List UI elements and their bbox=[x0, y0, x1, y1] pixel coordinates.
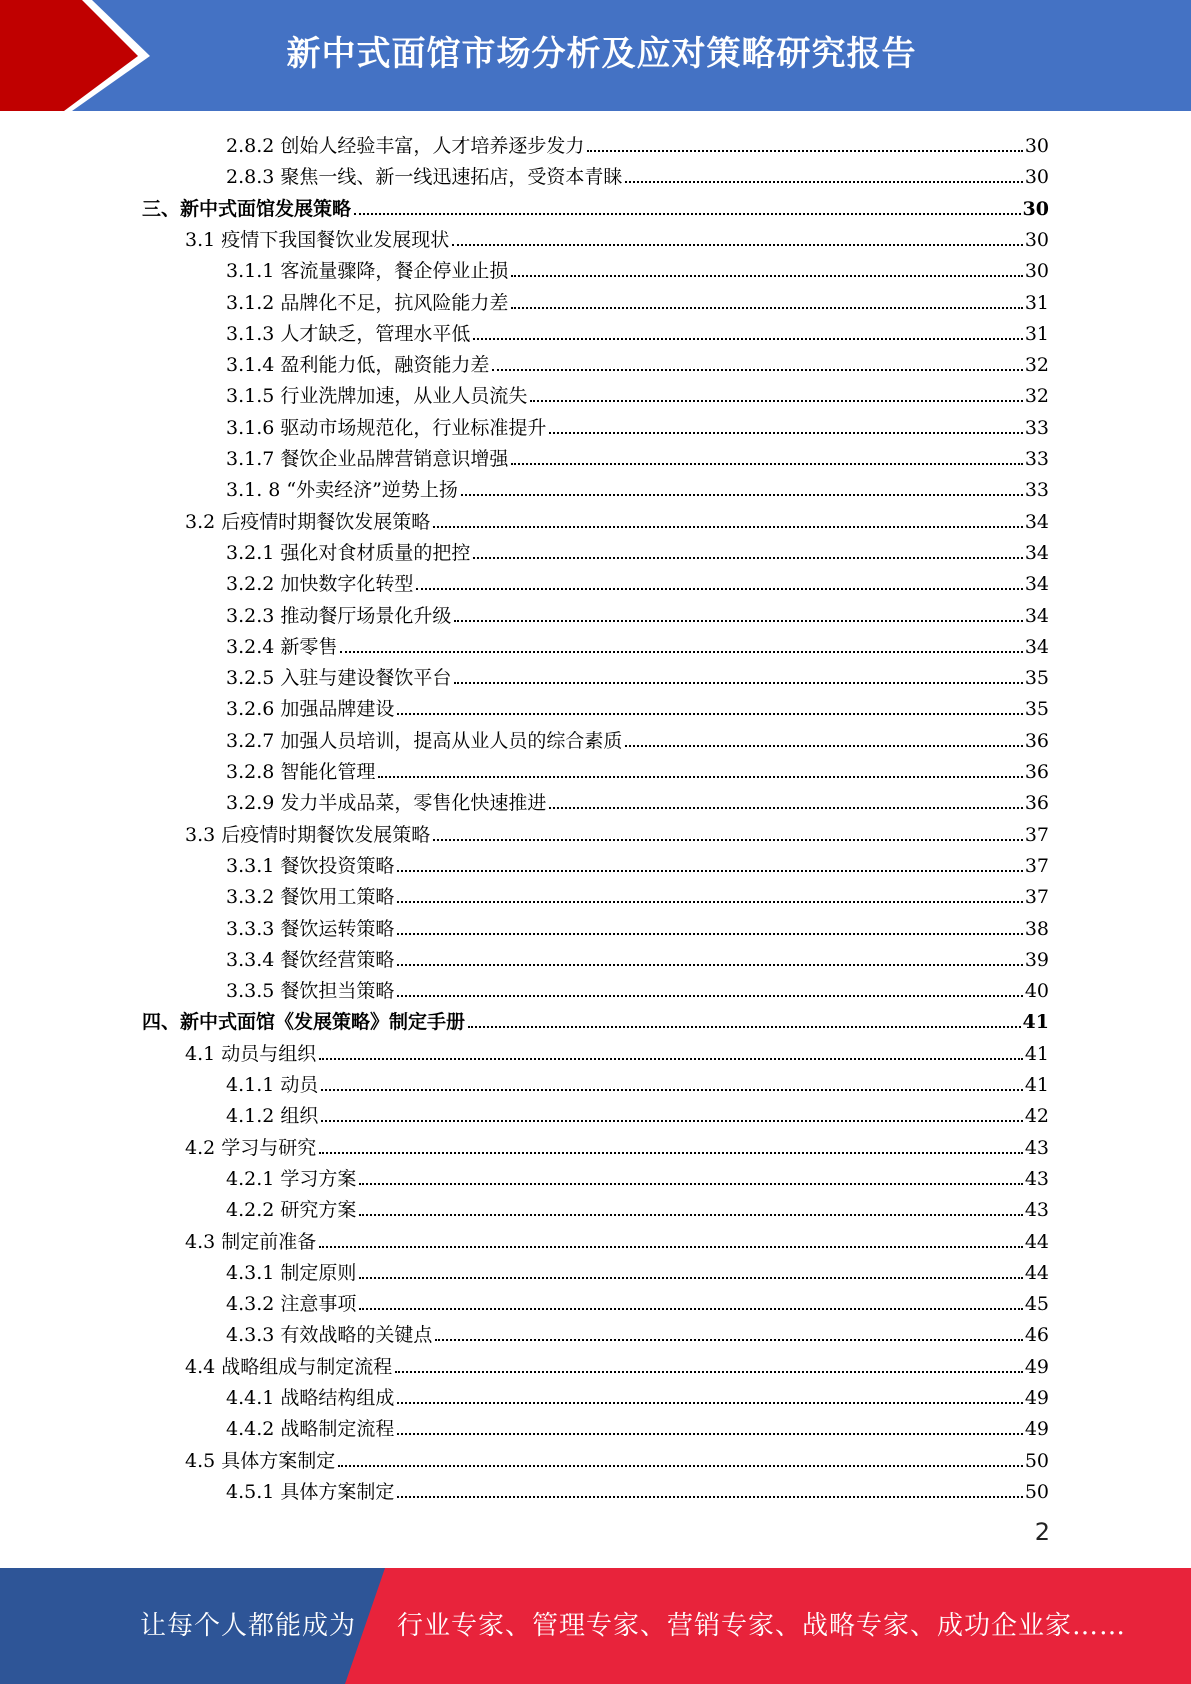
toc-entry-label: 4.2 学习与研究 bbox=[185, 1136, 317, 1159]
toc-entry-page: 34 bbox=[1024, 510, 1049, 533]
toc-entry[interactable] bbox=[185, 1348, 1049, 1379]
toc-dot-leader bbox=[492, 369, 1022, 371]
toc-dot-leader bbox=[359, 1214, 1022, 1216]
toc-entry[interactable] bbox=[226, 784, 1049, 815]
toc-dot-leader bbox=[452, 244, 1023, 246]
toc-entry[interactable] bbox=[226, 1379, 1049, 1410]
toc-entry[interactable] bbox=[142, 1003, 1049, 1034]
toc-entry[interactable] bbox=[226, 878, 1049, 909]
toc-entry[interactable] bbox=[142, 190, 1049, 221]
toc-entry-page: 41 bbox=[1022, 1011, 1049, 1034]
toc-entry[interactable] bbox=[226, 534, 1049, 565]
toc-entry-label: 3.3.3 餐饮运转策略 bbox=[226, 917, 395, 940]
toc-dot-leader bbox=[625, 181, 1022, 183]
toc-entry-page: 49 bbox=[1024, 1355, 1049, 1378]
toc-entry[interactable] bbox=[226, 284, 1049, 315]
footer-roles: 行业专家、管理专家、营销专家、战略专家、成功企业家…… bbox=[397, 1611, 1127, 1641]
toc-entry-label: 3.2.5 入驻与建设餐饮平台 bbox=[226, 667, 452, 690]
toc-dot-leader bbox=[587, 150, 1022, 152]
toc-entry-label: 3.1. 8 “外卖经济”逆势上扬 bbox=[226, 479, 458, 502]
toc-entry-page: 49 bbox=[1024, 1387, 1049, 1409]
toc-entry-page: 35 bbox=[1024, 667, 1049, 690]
toc-entry-label: 4.5 具体方案制定 bbox=[185, 1449, 336, 1472]
toc-entry[interactable] bbox=[226, 1316, 1049, 1347]
toc-entry-page: 43 bbox=[1024, 1167, 1049, 1190]
toc-entry-page: 30 bbox=[1024, 166, 1049, 189]
toc-dot-leader bbox=[319, 1152, 1023, 1154]
toc-entry-page: 36 bbox=[1024, 729, 1049, 752]
toc-entry-page: 32 bbox=[1024, 354, 1049, 377]
toc-entry-page: 33 bbox=[1024, 479, 1049, 502]
toc-entry-label: 3.2.3 推动餐厅场景化升级 bbox=[226, 604, 452, 627]
toc-entry-label: 4.3.1 制定原则 bbox=[226, 1261, 357, 1284]
toc-entry[interactable] bbox=[226, 690, 1049, 721]
toc-entry-label: 3.3.5 餐饮担当策略 bbox=[226, 980, 395, 1003]
toc-entry-page: 37 bbox=[1024, 823, 1049, 846]
toc-entry[interactable] bbox=[226, 346, 1049, 377]
footer-slogan: 让每个人都能成为 bbox=[140, 1611, 357, 1641]
toc-entry-page: 40 bbox=[1024, 980, 1049, 1003]
toc-entry-label: 4.3.2 注意事项 bbox=[226, 1293, 357, 1316]
toc-entry-label: 3.1.4 盈利能力低，融资能力差 bbox=[226, 354, 490, 377]
toc-entry-label: 4.3 制定前准备 bbox=[185, 1230, 317, 1253]
toc-entry[interactable] bbox=[185, 816, 1049, 847]
toc-dot-leader bbox=[397, 933, 1022, 935]
toc-entry[interactable] bbox=[226, 252, 1049, 283]
toc-entry-page: 34 bbox=[1024, 573, 1049, 596]
toc-entry-label: 3.2.6 加强品牌建设 bbox=[226, 698, 395, 721]
toc-entry[interactable] bbox=[226, 941, 1049, 972]
toc-entry[interactable] bbox=[226, 972, 1049, 1003]
toc-entry[interactable] bbox=[226, 1473, 1049, 1504]
toc-entry-label: 4.1 动员与组织 bbox=[185, 1042, 317, 1065]
toc-entry[interactable] bbox=[226, 565, 1049, 596]
toc-entry-page: 43 bbox=[1024, 1199, 1049, 1222]
toc-dot-leader bbox=[395, 1371, 1023, 1373]
toc-entry-label: 3.1.6 驱动市场规范化，行业标准提升 bbox=[226, 416, 547, 439]
toc-dot-leader bbox=[397, 713, 1022, 715]
toc-entry-label: 3.1.3 人才缺乏，管理水平低 bbox=[226, 322, 471, 345]
toc-dot-leader bbox=[397, 1496, 1022, 1498]
toc-entry[interactable] bbox=[185, 1129, 1049, 1160]
toc-entry-page: 34 bbox=[1024, 635, 1049, 658]
toc-dot-leader bbox=[354, 213, 1021, 215]
toc-entry-label: 4.2.2 研究方案 bbox=[226, 1199, 357, 1222]
toc-dot-leader bbox=[416, 588, 1022, 590]
toc-entry-page: 33 bbox=[1024, 416, 1049, 439]
toc-entry[interactable] bbox=[185, 1035, 1049, 1066]
toc-entry-page: 44 bbox=[1024, 1230, 1049, 1253]
toc-entry[interactable] bbox=[226, 628, 1049, 659]
toc-dot-leader bbox=[340, 651, 1022, 653]
toc-entry-label: 3.2.4 新零售 bbox=[226, 635, 338, 658]
toc-entry[interactable] bbox=[226, 1254, 1049, 1285]
toc-entry[interactable] bbox=[226, 127, 1049, 158]
toc-dot-leader bbox=[378, 776, 1022, 778]
toc-dot-leader bbox=[454, 682, 1022, 684]
toc-entry[interactable] bbox=[226, 597, 1049, 628]
toc-entry[interactable] bbox=[185, 1223, 1049, 1254]
toc-entry-page: 30 bbox=[1024, 135, 1049, 157]
toc-entry-page: 50 bbox=[1024, 1480, 1049, 1503]
toc-entry-label: 3.1.1 客流量骤降，餐企停业止损 bbox=[226, 260, 509, 283]
toc-entry-label: 4.4 战略组成与制定流程 bbox=[185, 1355, 393, 1378]
toc-dot-leader bbox=[549, 432, 1022, 434]
toc-entry[interactable] bbox=[226, 1066, 1049, 1097]
document-title: 新中式面馆市场分析及应对策略研究报告 bbox=[286, 34, 917, 74]
toc-entry[interactable] bbox=[185, 503, 1049, 534]
toc-dot-leader bbox=[397, 901, 1022, 903]
toc-dot-leader bbox=[433, 839, 1023, 841]
toc-entry-page: 41 bbox=[1024, 1042, 1049, 1065]
toc-dot-leader bbox=[319, 1246, 1023, 1248]
toc-entry-page: 37 bbox=[1024, 886, 1049, 909]
toc-entry-label: 4.4.2 战略制定流程 bbox=[226, 1418, 395, 1441]
toc-dot-leader bbox=[473, 338, 1022, 340]
toc-entry-label: 3.1.5 行业洗牌加速，从业人员流失 bbox=[226, 385, 528, 408]
toc-entry[interactable] bbox=[226, 471, 1049, 502]
toc-entry-label: 4.5.1 具体方案制定 bbox=[226, 1480, 395, 1503]
toc-entry-page: 31 bbox=[1024, 322, 1049, 345]
toc-entry-page: 50 bbox=[1024, 1449, 1049, 1472]
toc-entry[interactable] bbox=[226, 753, 1049, 784]
toc-entry[interactable] bbox=[226, 1285, 1049, 1316]
toc-entry-label: 2.8.3 聚焦一线、新一线迅速拓店，受资本青睐 bbox=[226, 166, 623, 189]
toc-dot-leader bbox=[397, 1433, 1022, 1435]
toc-entry-page: 30 bbox=[1024, 260, 1049, 283]
toc-entry-page: 39 bbox=[1024, 948, 1049, 971]
toc-entry-page: 34 bbox=[1024, 604, 1049, 627]
toc-entry-label: 3.2.8 智能化管理 bbox=[226, 761, 376, 783]
toc-entry-page: 45 bbox=[1024, 1293, 1049, 1316]
toc-entry-page: 42 bbox=[1024, 1105, 1049, 1128]
toc-dot-leader bbox=[530, 400, 1022, 402]
toc-dot-leader bbox=[359, 1308, 1022, 1310]
toc-entry-label: 3.2.2 加快数字化转型 bbox=[226, 573, 414, 596]
toc-dot-leader bbox=[359, 1277, 1022, 1279]
toc-dot-leader bbox=[321, 1089, 1022, 1091]
toc-entry-page: 32 bbox=[1024, 385, 1049, 408]
toc-entry[interactable] bbox=[226, 1160, 1049, 1191]
toc-entry[interactable] bbox=[226, 847, 1049, 878]
toc-entry-page: 33 bbox=[1024, 448, 1049, 470]
toc-entry-label: 3.1.7 餐饮企业品牌营销意识增强 bbox=[226, 448, 509, 470]
toc-entry-label: 3.2.7 加强人员培训，提高从业人员的综合素质 bbox=[226, 729, 623, 752]
toc-dot-leader bbox=[511, 307, 1022, 309]
toc-dot-leader bbox=[549, 807, 1022, 809]
toc-entry-page: 34 bbox=[1024, 541, 1049, 564]
toc-entry-label: 3.2.9 发力半成品菜，零售化快速推进 bbox=[226, 792, 547, 815]
toc-dot-leader bbox=[625, 745, 1022, 747]
toc-entry-label: 三、新中式面馆发展策略 bbox=[142, 197, 352, 220]
toc-entry-page: 30 bbox=[1024, 228, 1049, 251]
toc-entry[interactable] bbox=[226, 910, 1049, 941]
toc-entry-label: 3.1.2 品牌化不足，抗风险能力差 bbox=[226, 291, 509, 314]
toc-entry-label: 4.4.1 战略结构组成 bbox=[226, 1387, 395, 1409]
toc-entry-page: 35 bbox=[1024, 698, 1049, 721]
toc-entry-page: 41 bbox=[1024, 1074, 1049, 1096]
toc-entry-label: 3.2 后疫情时期餐饮发展策略 bbox=[185, 510, 431, 533]
toc-dot-leader bbox=[468, 1026, 1021, 1028]
toc-dot-leader bbox=[435, 1339, 1022, 1341]
toc-entry-page: 44 bbox=[1024, 1261, 1049, 1284]
toc-dot-leader bbox=[397, 870, 1022, 872]
toc-entry[interactable] bbox=[226, 659, 1049, 690]
toc-entry-page: 31 bbox=[1024, 291, 1049, 314]
toc-dot-leader bbox=[321, 1120, 1022, 1122]
toc-entry-label: 3.3 后疫情时期餐饮发展策略 bbox=[185, 823, 431, 846]
toc-entry[interactable] bbox=[185, 1442, 1049, 1473]
toc-entry-page: 46 bbox=[1024, 1324, 1049, 1347]
toc-entry-page: 36 bbox=[1024, 761, 1049, 783]
toc-entry[interactable] bbox=[226, 1097, 1049, 1128]
toc-entry-page: 38 bbox=[1024, 917, 1049, 940]
toc-entry-page: 49 bbox=[1024, 1418, 1049, 1441]
toc-dot-leader bbox=[359, 1183, 1022, 1185]
toc-entry[interactable] bbox=[226, 1191, 1049, 1222]
toc-entry-label: 4.3.3 有效战略的关键点 bbox=[226, 1324, 433, 1347]
toc-entry[interactable] bbox=[185, 221, 1049, 252]
toc-entry[interactable] bbox=[226, 1410, 1049, 1441]
toc-dot-leader bbox=[433, 526, 1023, 528]
toc-entry-page: 30 bbox=[1022, 197, 1049, 220]
toc-entry[interactable] bbox=[226, 315, 1049, 346]
toc-entry[interactable] bbox=[226, 409, 1049, 440]
toc-dot-leader bbox=[454, 620, 1022, 622]
page-footer bbox=[0, 1568, 1191, 1684]
toc-dot-leader bbox=[397, 1402, 1022, 1404]
page-number: 2 bbox=[1034, 1518, 1050, 1546]
toc-entry-label: 3.3.2 餐饮用工策略 bbox=[226, 886, 395, 909]
toc-entry-label: 3.3.1 餐饮投资策略 bbox=[226, 854, 395, 877]
toc-entry-label: 3.3.4 餐饮经营策略 bbox=[226, 948, 395, 971]
toc-entry-page: 43 bbox=[1024, 1136, 1049, 1159]
toc-dot-leader bbox=[511, 275, 1022, 277]
toc-entry-page: 36 bbox=[1024, 792, 1049, 815]
toc-entry-page: 37 bbox=[1024, 854, 1049, 877]
toc-entry[interactable] bbox=[226, 440, 1049, 471]
toc-entry[interactable] bbox=[226, 158, 1049, 189]
toc-entry-label: 4.1.1 动员 bbox=[226, 1074, 319, 1096]
toc-entry-label: 2.8.2 创始人经验丰富，人才培养逐步发力 bbox=[226, 135, 585, 157]
toc-dot-leader bbox=[473, 557, 1022, 559]
toc-dot-leader bbox=[397, 964, 1022, 966]
toc-entry-label: 4.2.1 学习方案 bbox=[226, 1167, 357, 1190]
toc-entry[interactable] bbox=[226, 722, 1049, 753]
page-header bbox=[0, 0, 1191, 111]
toc-entry-label: 3.1 疫情下我国餐饮业发展现状 bbox=[185, 228, 450, 251]
toc-entry-label: 四、新中式面馆《发展策略》制定手册 bbox=[142, 1011, 466, 1034]
toc-dot-leader bbox=[461, 494, 1023, 496]
toc-dot-leader bbox=[338, 1465, 1023, 1467]
toc-dot-leader bbox=[319, 1058, 1023, 1060]
toc-entry-label: 4.1.2 组织 bbox=[226, 1105, 319, 1128]
toc-dot-leader bbox=[511, 463, 1022, 465]
toc-entry[interactable] bbox=[226, 377, 1049, 408]
toc-entry-label: 3.2.1 强化对食材质量的把控 bbox=[226, 541, 471, 564]
toc-dot-leader bbox=[397, 995, 1022, 997]
